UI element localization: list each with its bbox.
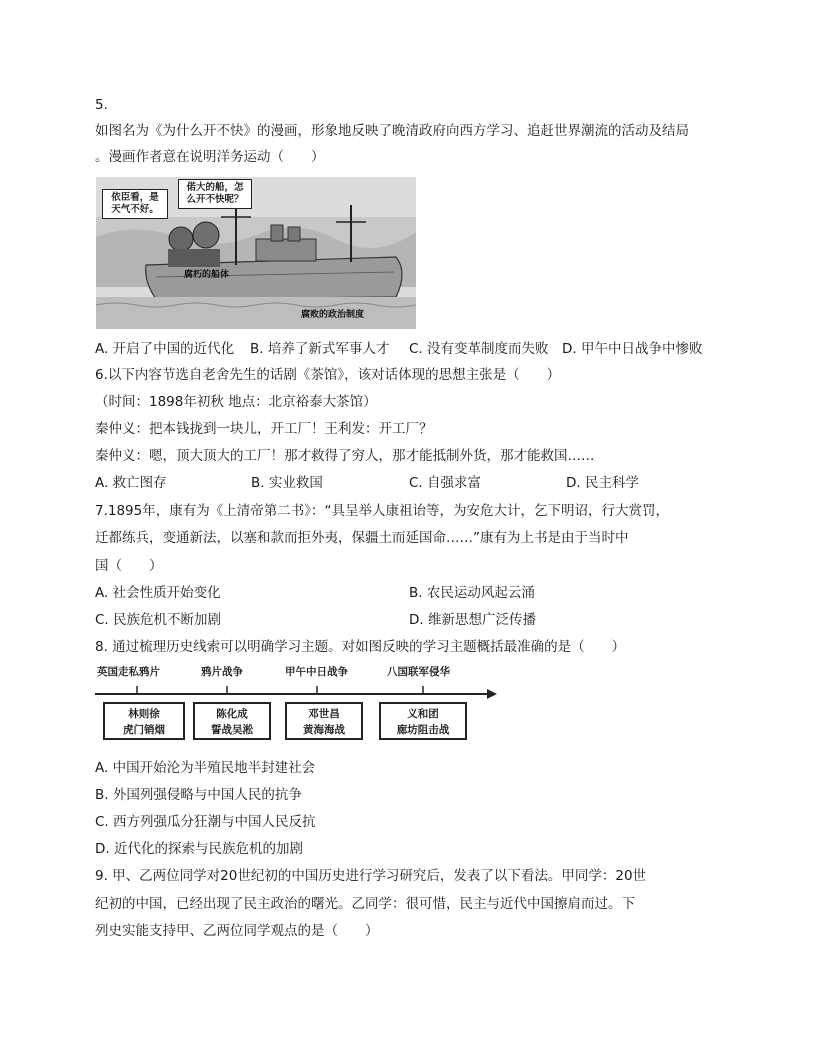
q5-number: 5. <box>95 97 108 113</box>
q9-stem-line1: 9. 甲、乙两位同学对20世纪初的中国历史进行学习研究后，发表了以下看法。甲同学：20世 <box>95 868 647 884</box>
q8-option-d: D. 近代化的探索与民族危机的加剧 <box>95 841 303 857</box>
timeline-box-4 <box>379 702 467 740</box>
timeline-event-4: 八国联军侵华 <box>387 666 450 678</box>
cartoon-label-bottom: 腐败的政治制度 <box>301 310 365 320</box>
timeline-box-2-line2: 誓战吴淞 <box>211 724 253 736</box>
q7-option-a: A. 社会性质开始变化 <box>95 585 221 601</box>
q6-dialogue-line1: 秦仲义：把本钱拢到一块儿，开工厂！王利发：开工厂？ <box>95 421 433 437</box>
cartoon-speech-bubble-right <box>178 179 252 209</box>
q5-option-a: A. 开启了中国的近代化 <box>95 341 235 357</box>
q9-stem-line3: 列史实能支持甲、乙两位同学观点的是（ ） <box>95 923 379 939</box>
q5-option-d: D. 甲午中日战争中惨败 <box>562 341 703 357</box>
q6-stem: 6.以下内容节选自老舍先生的话剧《茶馆》，该对话体现的思想主张是（ ） <box>95 367 561 383</box>
timeline-box-4-line2: 廊坊阻击战 <box>396 724 450 736</box>
q6-option-c: C. 自强求富 <box>409 475 482 491</box>
q8-option-c: C. 西方列强瓜分狂潮与中国人民反抗 <box>95 814 316 830</box>
q8-timeline-figure <box>95 664 497 749</box>
q5-stem-line2: 。漫画作者意在说明洋务运动（ ） <box>95 149 325 165</box>
timeline-event-1: 英国走私鸦片 <box>97 666 160 678</box>
q5-option-c: C. 没有变革制度而失败 <box>409 341 549 357</box>
timeline-box-4-line1: 义和团 <box>407 708 439 720</box>
q7-stem-line2: 迁都练兵，变通新法，以塞和款而拒外夷，保疆土而延国命……”康有为上书是由于当时中 <box>95 530 629 546</box>
q7-option-d: D. 维新思想广泛传播 <box>409 612 536 628</box>
bubble-left-line1: 依臣看，是 <box>111 192 159 203</box>
q8-stem: 8. 通过梳理历史线索可以明确学习主题。对如图反映的学习主题概括最准确的是（ ） <box>95 639 626 655</box>
timeline-box-3 <box>285 702 363 740</box>
timeline-box-3-line1: 邓世昌 <box>308 708 340 720</box>
timeline-box-1-line2: 虎门销烟 <box>123 724 165 736</box>
q6-option-a: A. 救亡图存 <box>95 475 167 491</box>
timeline-box-3-line2: 黄海海战 <box>303 724 345 736</box>
q6-option-d: D. 民主科学 <box>566 475 639 491</box>
q5-stem-line1: 如图名为《为什么开不快》的漫画，形象地反映了晚清政府向西方学习、追赶世界潮流的活动及结局 <box>95 123 689 139</box>
q5-option-b: B. 培养了新式军事人才 <box>250 341 390 357</box>
q6-dialogue-line2: 秦仲义：嗯，顶大顶大的工厂！那才救得了穷人，那才能抵制外货，那才能救国…… <box>95 448 595 464</box>
q6-context: （时间：1898年初秋 地点：北京裕泰大茶馆） <box>95 394 377 410</box>
timeline-box-1 <box>103 702 185 740</box>
timeline-event-2: 鸦片战争 <box>201 666 243 678</box>
q7-stem-line1: 7.1895年，康有为《上清帝第二书》：“具呈举人康祖诒等，为安危大计，乞下明诏，行大赏罚， <box>95 503 669 519</box>
timeline-box-2-line1: 陈化成 <box>216 708 248 720</box>
q8-option-b: B. 外国列强侵略与中国人民的抗争 <box>95 787 302 803</box>
q5-cartoon-image <box>96 177 416 329</box>
cartoon-label-ship-body: 腐朽的船体 <box>184 270 230 280</box>
q6-option-b: B. 实业救国 <box>251 475 323 491</box>
q9-stem-line2: 纪初的中国，已经出现了民主政治的曙光。乙同学：很可惜，民主与近代中国擦肩而过。下 <box>95 896 635 912</box>
cartoon-speech-bubble-left <box>102 189 168 219</box>
q8-option-a: A. 中国开始沦为半殖民地半封建社会 <box>95 760 316 776</box>
bubble-left-line2: 天气不好。 <box>111 204 159 215</box>
timeline-box-2 <box>193 702 271 740</box>
q7-option-c: C. 民族危机不断加剧 <box>95 612 222 628</box>
bubble-right-line2: 么开不快呢？ <box>186 194 244 205</box>
q7-option-b: B. 农民运动风起云涌 <box>409 585 535 601</box>
timeline-box-1-line1: 林则徐 <box>128 708 160 720</box>
q7-stem-line3: 国（ ） <box>95 558 163 574</box>
bubble-right-line1: 偌大的船，怎 <box>186 182 244 193</box>
timeline-event-3: 甲午中日战争 <box>285 666 348 678</box>
